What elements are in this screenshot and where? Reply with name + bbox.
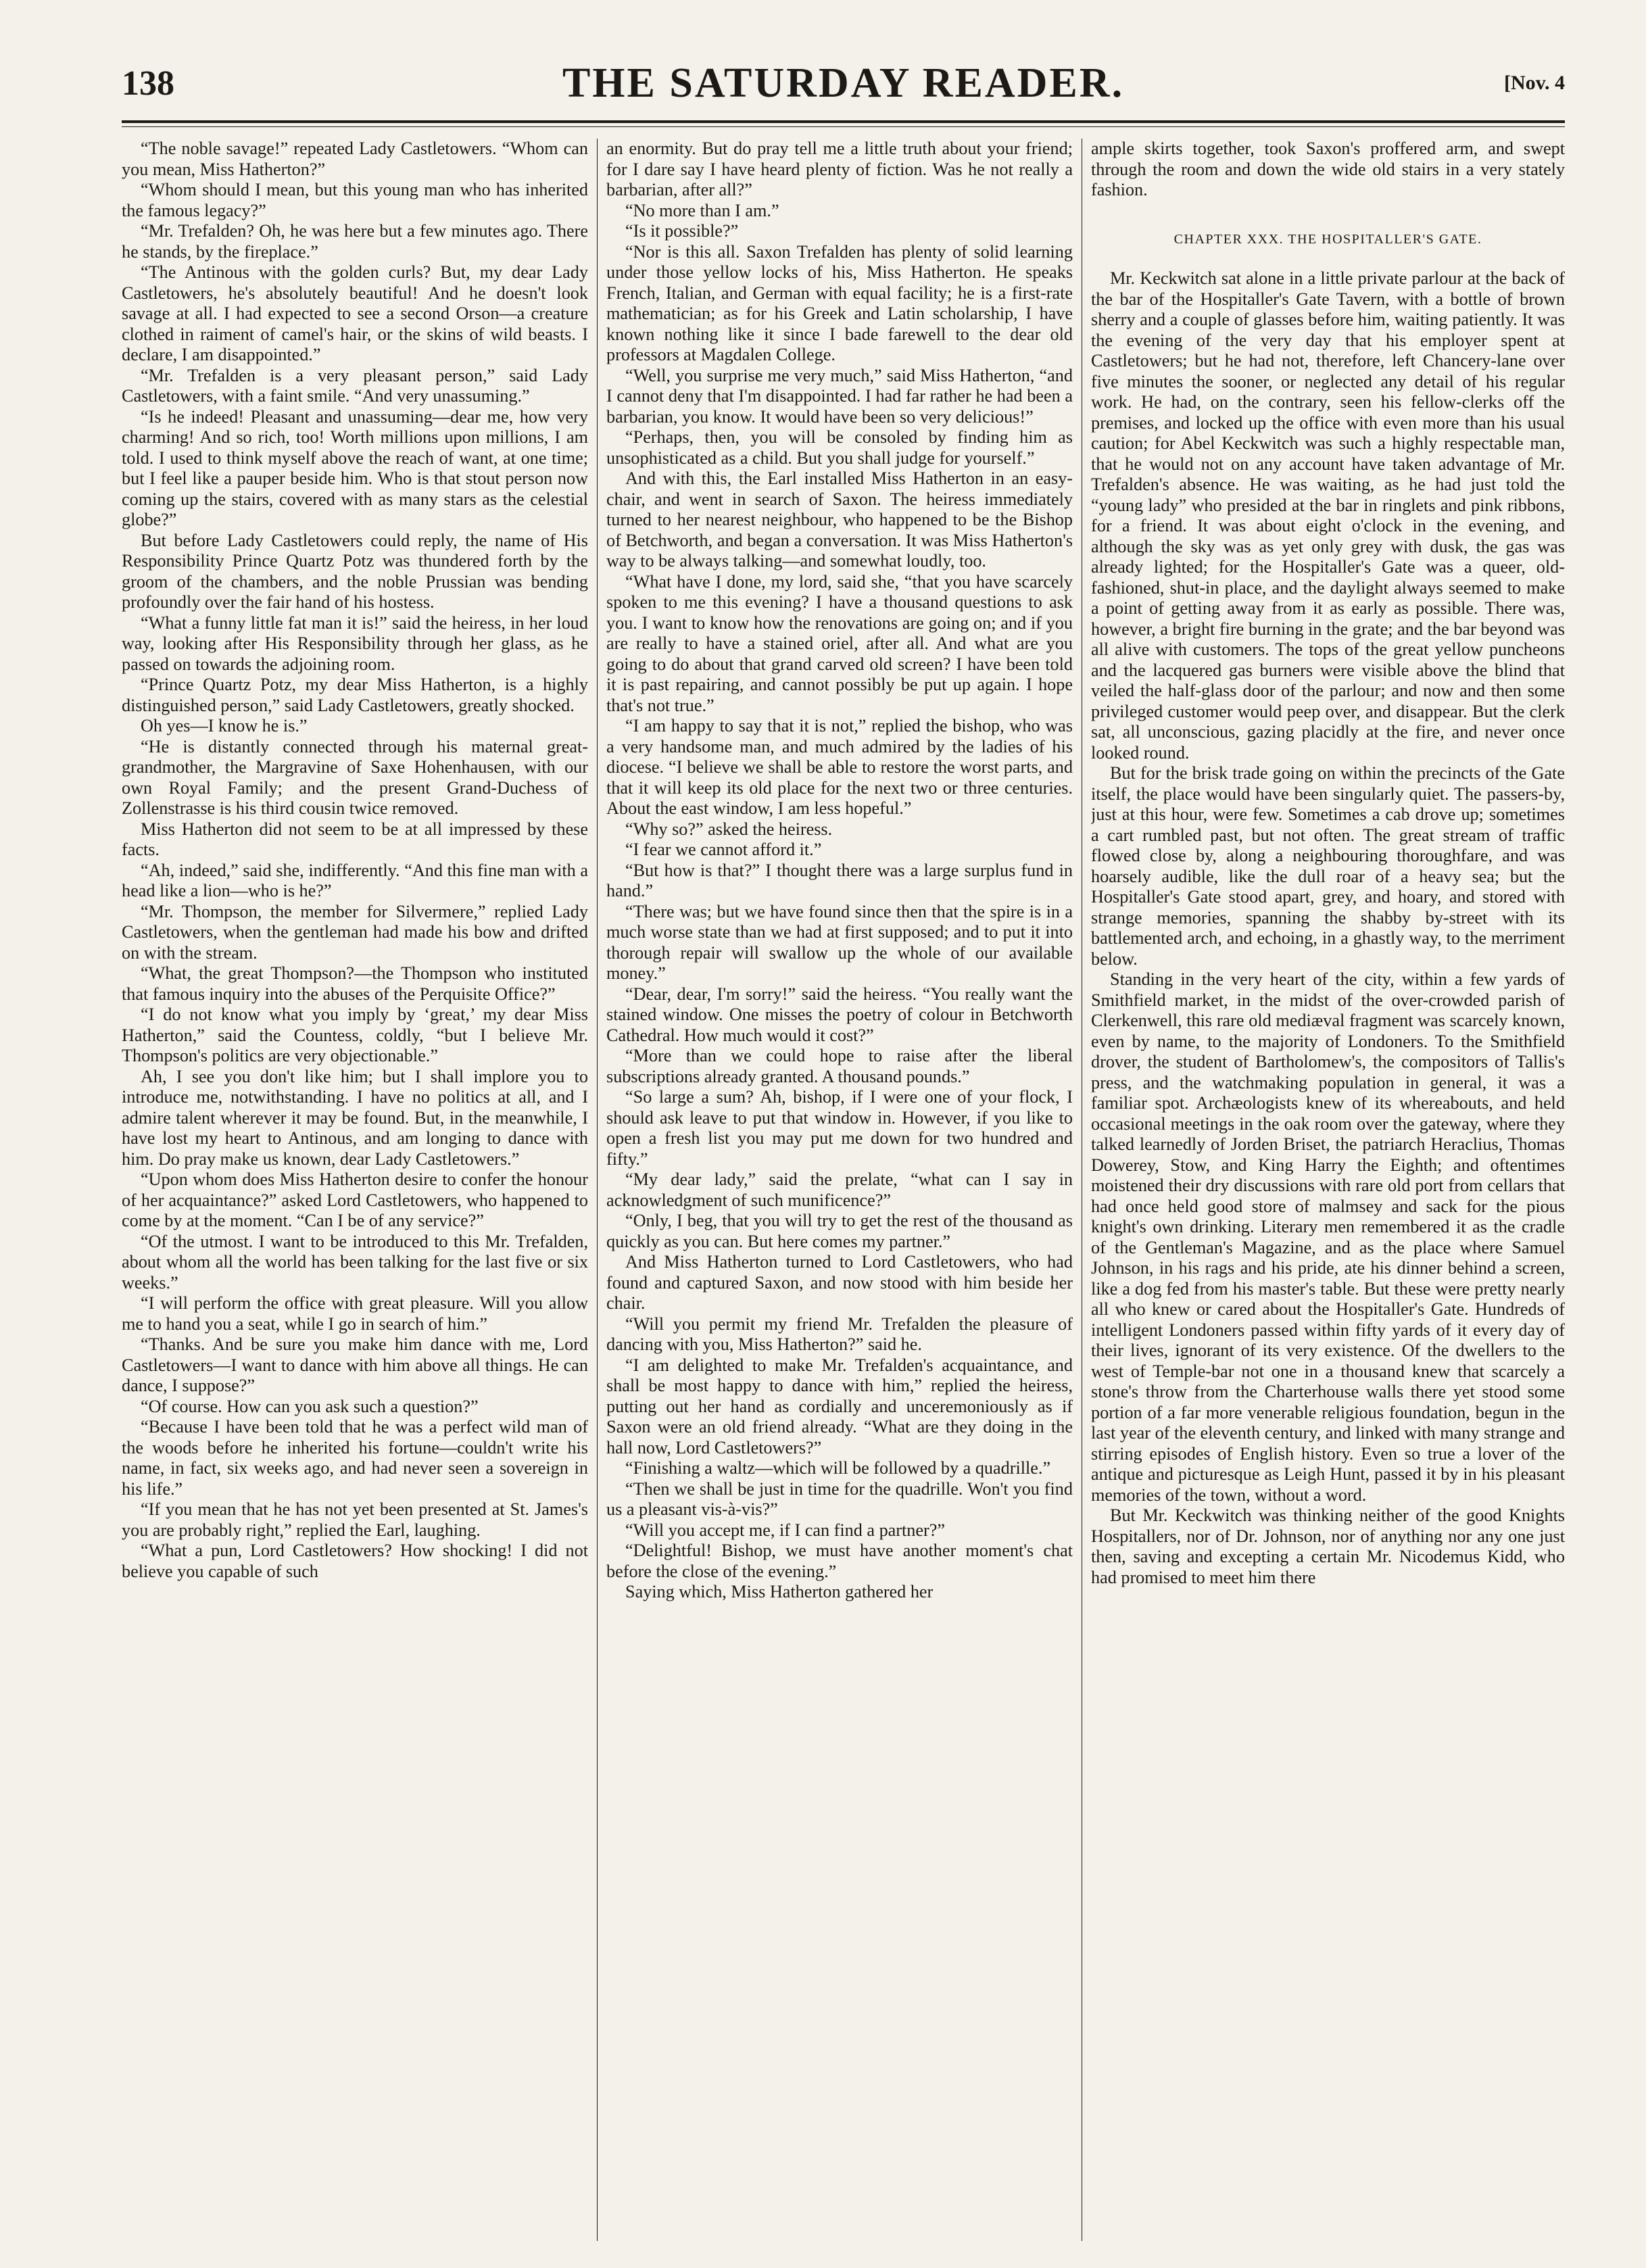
paragraph: “I do not know what you imply by ‘great,’ my dear Miss Hatherton,” said the Countess, coldly, “but I believe Mr. Thompson's politics are very objectionable.” xyxy=(122,1005,588,1065)
paragraph: “The noble savage!” repeated Lady Castletowers. “Whom can you mean, Miss Hatherton?” xyxy=(122,139,588,179)
paragraph: “I fear we cannot afford it.” xyxy=(625,840,822,859)
paragraph: “Nor is this all. Saxon Trefalden has plenty of solid learning under those yellow locks of his, Miss Hatherton. He speaks French, Italian, and German with equal facility; he is a first-rate mathematician; as for his Greek and Latin scholarship, I have known nothing like it since I bade farewell to the dear old professors at Magdalen College. xyxy=(606,241,1073,364)
paragraph: “Mr. Trefalden is a very pleasant person,” said Lady Castletowers, with a faint smile. “And very unassuming.” xyxy=(122,365,588,406)
paragraph: “Why so?” asked the heiress. xyxy=(625,819,833,839)
paragraph: “Only, I beg, that you will try to get the rest of the thousand as quickly as you can. But here comes my partner.” xyxy=(606,1211,1073,1251)
paragraph: “There was; but we have found since then that the spire is in a much worse state than we had at first supposed; and to put it into thorough repair will swallow up the whole of our available money.” xyxy=(606,901,1073,983)
paragraph: “No more than I am.” xyxy=(625,200,779,220)
page-number: 138 xyxy=(122,64,174,103)
masthead-title: THE SATURDAY READER. xyxy=(562,60,1125,106)
paragraph: And with this, the Earl installed Miss Hatherton in an easy-chair, and went in search of Saxon. The heiress immediately turned to her nearest neighbour, who happened to be the Bishop of Betchworth, and began a conversation. It was Miss Hatherton's way to be always talking—and somewhat loudly, too. xyxy=(606,468,1073,571)
paragraph: Mr. Keckwitch sat alone in a little private parlour at the back of the bar of the Hospitaller's Gate Tavern, with a bottle of brown sherry and a couple of glasses before him, waiting patiently. It was the evening of the very day that his employer spent at Castletowers; but he had not, therefore, left Chancery-lane over five minutes the sooner, or neglected any detail of his regular work. He had, on the contrary, seen his fellow-clerks off the premises, and locked up the office with even more than his usual caution; for Abel Keckwitch was such a highly respectable man, that he would not on any account have taken advantage of Mr. Trefalden's absence. He was waiting, as he had just told the “young lady” who presided at the bar in ringlets and pink ribbons, for a friend. It was about eight o'clock in the evening, and although the sky was as yet only grey with dusk, the gas was already lighted; for the Hospitaller's Gate was a queer, old-fashioned, shut-in place, and the daylight always seemed to make a point of getting away from it as early as possible. There was, however, a bright fire burning in the grate; and the bar beyond was all alive with customers. The tops of the great yellow puncheons and the lacquered gas burners were visible above the blind that veiled the half-glass door of the parlour; and now and then some privileged customer would peep over, and disappear. But the clerk sat, all unconscious, gazing placidly at the fire, and never once looked round. xyxy=(1091,268,1565,763)
paragraph: But for the brisk trade going on within the precincts of the Gate itself, the place would have been singularly quiet. The passers-by, just at this hour, were few. Sometimes a cab drove up; sometimes a cart rumbled past, but not often. The great stream of traffic flowed close by, along a neighbouring thoroughfare, and was hoarsely audible, like the dull roar of a heavy sea; but the Hospitaller's Gate stood apart, grey, and hoary, and stored with strange memories, spanning the shabby by-street with its battlemented arch, and echoing, in a ghastly way, to the merriment below. xyxy=(1091,763,1565,969)
paragraph: “What a funny little fat man it is!” said the heiress, in her loud way, looking after His Responsibility through her glass, as he passed on towards the adjoining room. xyxy=(122,612,588,674)
paragraph: “He is distantly connected through his maternal great-grandmother, the Margravine of Saxe Hohenhausen, with our own Royal Family; and the present Grand-Duchess of Zollenstrasse is his third cousin twice removed. xyxy=(122,736,588,818)
paragraph: “More than we could hope to raise after the liberal subscriptions already granted. A thousand pounds.” xyxy=(606,1046,1073,1086)
paragraph: “I am delighted to make Mr. Trefalden's acquaintance, and shall be most happy to dance with him,” replied the heiress, putting out her hand as cordially and unceremoniously as if Saxon were an old friend already. “What are they doing in the hall now, Lord Castletowers?” xyxy=(606,1355,1073,1457)
paragraph: “My dear lady,” said the prelate, “what can I say in acknowledgment of such munificence?” xyxy=(606,1169,1073,1210)
paragraph: But before Lady Castletowers could reply, the name of His Responsibility Prince Quartz Potz was thundered forth by the groom of the chambers, and the noble Prussian was bending profoundly over the fair hand of his hostess. xyxy=(122,530,588,612)
paragraph: “Dear, dear, I'm sorry!” said the heiress. “You really want the stained window. One misses the poetry of colour in Betchworth Cathedral. How much would it cost?” xyxy=(606,984,1073,1045)
paragraph: But Mr. Keckwitch was thinking neither of the good Knights Hospitallers, nor of Dr. Johnson, nor of anything nor any one just then, saving and excepting a certain Mr. Nicodemus Kidd, who had promised to meet him there xyxy=(1091,1505,1565,1587)
paragraph: “Whom should I mean, but this young man who has inherited the famous legacy?” xyxy=(122,180,588,220)
paragraph: “What have I done, my lord, said she, “that you have scarcely spoken to me this evening? I have a thousand questions to ask you. I want to know how the renovations are going on; and if you are really to have a stained oriel, after all. And what are you going to do about that grand carved old screen? I have been told it is past repairing, and cannot possibly be put up again. I hope that's not true.” xyxy=(606,571,1073,715)
paragraph: “The Antinous with the golden curls? But, my dear Lady Castletowers, he's absolutely beautiful! And he doesn't look savage at all. I had expected to see a second Orson—a creature clothed in raiment of camel's hair, or the skins of wild beasts. I declare, I am disappointed.” xyxy=(122,262,588,364)
header-rule-thin xyxy=(122,126,1565,127)
column-3 xyxy=(1091,139,1565,2241)
paragraph: “But how is that?” I thought there was a large surplus fund in hand.” xyxy=(606,860,1073,900)
chapter-heading: CHAPTER XXX. THE HOSPITALLER'S GATE. xyxy=(1173,231,1482,247)
paragraph: “Because I have been told that he was a perfect wild man of the woods before he inherited his fortune—couldn't write his name, in fact, six weeks ago, and had never seen a sovereign in his life.” xyxy=(122,1417,588,1499)
paragraph: “Upon whom does Miss Hatherton desire to confer the honour of her acquaintance?” asked Lord Castletowers, who happened to come by at the moment. “Can I be of any service?” xyxy=(122,1169,588,1230)
paragraph: “Is it possible?” xyxy=(625,221,739,241)
issue-date: [Nov. 4 xyxy=(1504,72,1565,94)
paragraph: “Mr. Thompson, the member for Silvermere,” replied Lady Castletowers, when the gentleman had made his bow and drifted on with the stream. xyxy=(122,901,588,963)
paragraph: “Prince Quartz Potz, my dear Miss Hatherton, is a highly distinguished person,” said Lady Castletowers, greatly shocked. xyxy=(122,675,588,715)
paragraph: “Then we shall be just in time for the quadrille. Won't you find us a pleasant vis-à-vis?” xyxy=(606,1478,1073,1519)
paragraph: Miss Hatherton did not seem to be at all impressed by these facts. xyxy=(122,819,588,859)
paragraph: “What a pun, Lord Castletowers? How shocking! I did not believe you capable of such xyxy=(122,1541,588,1581)
paragraph: “Will you accept me, if I can find a partner?” xyxy=(625,1520,945,1540)
paragraph: “I will perform the office with great pleasure. Will you allow me to hand you a seat, while I go in search of him.” xyxy=(122,1293,588,1334)
header-rule xyxy=(122,120,1565,123)
paragraph: “So large a sum? Ah, bishop, if I were one of your flock, I should ask leave to put that window in. However, if you like to open a fresh list you may put me down for two hundred and fifty.” xyxy=(606,1087,1073,1169)
paragraph: Oh yes—I know he is.” xyxy=(141,716,308,735)
paragraph: “Will you permit my friend Mr. Trefalden the pleasure of dancing with you, Miss Hatherton?” said he. xyxy=(606,1313,1073,1354)
paragraph: “Of the utmost. I want to be introduced to this Mr. Trefalden, about whom all the world has been talking for the last five or six weeks.” xyxy=(122,1231,588,1293)
paragraph: “Is he indeed! Pleasant and unassuming—dear me, how very charming! And so rich, too! Worth millions upon millions, I am told. I used to think myself above the reach of want, at one time; but I feel like a pauper beside him. Who is that stout person now coming up the stairs, covered with as many stars as the celestial globe?” xyxy=(122,406,588,529)
paragraph: an enormity. But do pray tell me a little truth about your friend; for I dare say I have heard plenty of fiction. Was he not really a barbarian, after all?” xyxy=(606,139,1073,199)
paragraph: “Well, you surprise me very much,” said Miss Hatherton, “and I cannot deny that I'm disappointed. I had far rather he had been a barbarian, you know. It would have been so very delicious!” xyxy=(606,365,1073,427)
paragraph: Ah, I see you don't like him; but I shall implore you to introduce me, notwithstanding. I have no politics at all, and I admire talent wherever it may be found. But, in the meanwhile, I have lost my heart to Antinous, and am longing to dance with him. Do pray make us known, dear Lady Castletowers.” xyxy=(122,1066,588,1169)
paragraph: “Thanks. And be sure you make him dance with me, Lord Castletowers—I want to dance with him above all things. He can dance, I suppose?” xyxy=(122,1334,588,1395)
paragraph: “Delightful! Bishop, we must have another moment's chat before the close of the evening.” xyxy=(606,1541,1073,1581)
column-divider-1 xyxy=(597,139,598,2241)
paragraph: “If you mean that he has not yet been presented at St. James's you are probably right,” replied the Earl, laughing. xyxy=(122,1499,588,1540)
paragraph: “Mr. Trefalden? Oh, he was here but a few minutes ago. There he stands, by the fireplace.” xyxy=(122,221,588,262)
paragraph: “Of course. How can you ask such a question?” xyxy=(141,1396,479,1416)
paragraph: “Perhaps, then, you will be consoled by finding him as unsophisticated as a child. But you shall judge for yourself.” xyxy=(606,427,1073,468)
paragraph: “Ah, indeed,” said she, indifferently. “And this fine man with a head like a lion—who is he?” xyxy=(122,860,588,900)
paragraph: And Miss Hatherton turned to Lord Castletowers, who had found and captured Saxon, and now stood with him beside her chair. xyxy=(606,1252,1073,1313)
paragraph: Saying which, Miss Hatherton gathered her xyxy=(625,1582,934,1601)
paragraph: “I am happy to say that it is not,” replied the bishop, who was a very handsome man, and much admired by the ladies of his diocese. “I believe we shall be able to restore the worst parts, and that it will keep its old place for the next two or three centuries. About the east window, I am less hopeful.” xyxy=(606,716,1073,818)
column-1 xyxy=(122,139,588,2241)
column-2 xyxy=(606,139,1073,2241)
paragraph: “Finishing a waltz—which will be followed by a quadrille.” xyxy=(625,1458,1051,1478)
paragraph: ample skirts together, took Saxon's proffered arm, and swept through the room and down the wide old stairs in a very stately fashion. xyxy=(1091,139,1565,199)
page-header xyxy=(122,59,1565,114)
paragraph: “What, the great Thompson?—the Thompson who instituted that famous inquiry into the abuses of the Perquisite Office?” xyxy=(122,963,588,1004)
paragraph: Standing in the very heart of the city, within a few yards of Smithfield market, in the midst of the over-crowded parish of Clerkenwell, this rare old mediæval fragment was scarcely known, even by name, to the majority of Londoners. To the Smithfield drover, the student of Bartholomew's, the compositors of Tallis's press, and the watchmaking population in general, it was a familiar spot. Archæologists knew of its whereabouts, and held occasional meetings in the oak room over the gateway, where they talked learnedly of Jorden Briset, the patriarch Heraclius, Thomas Dowerey, Stow, and King Harry the Eighth; and oftentimes moistened their dry discussions with rare old port from cellars that had once held good store of malmsey and sack for the pious knight's own drinking. Literary men remembered it as the cradle of the Gentleman's Magazine, and as the place where Samuel Johnson, in his rags and his pride, ate his dinner behind a screen, like a dog fed from his master's table. But these were pretty nearly all who knew or cared about the Hospitaller's Gate. Hundreds of intelligent Londoners passed within fifty yards of it every day of their lives, ignorant of its very existence. Of the dwellers to the west of Temple-bar not one in a thousand knew that scarcely a stone's throw from the Charterhouse walls there yet stood some portion of a far more venerable religious foundation, begun in the last year of the eleventh century, and linked with many strange and stirring episodes of English history. Even so true a lover of the antique and picturesque as Leigh Hunt, passed it by in his pleasant memories of the town, without a word. xyxy=(1091,969,1565,1505)
